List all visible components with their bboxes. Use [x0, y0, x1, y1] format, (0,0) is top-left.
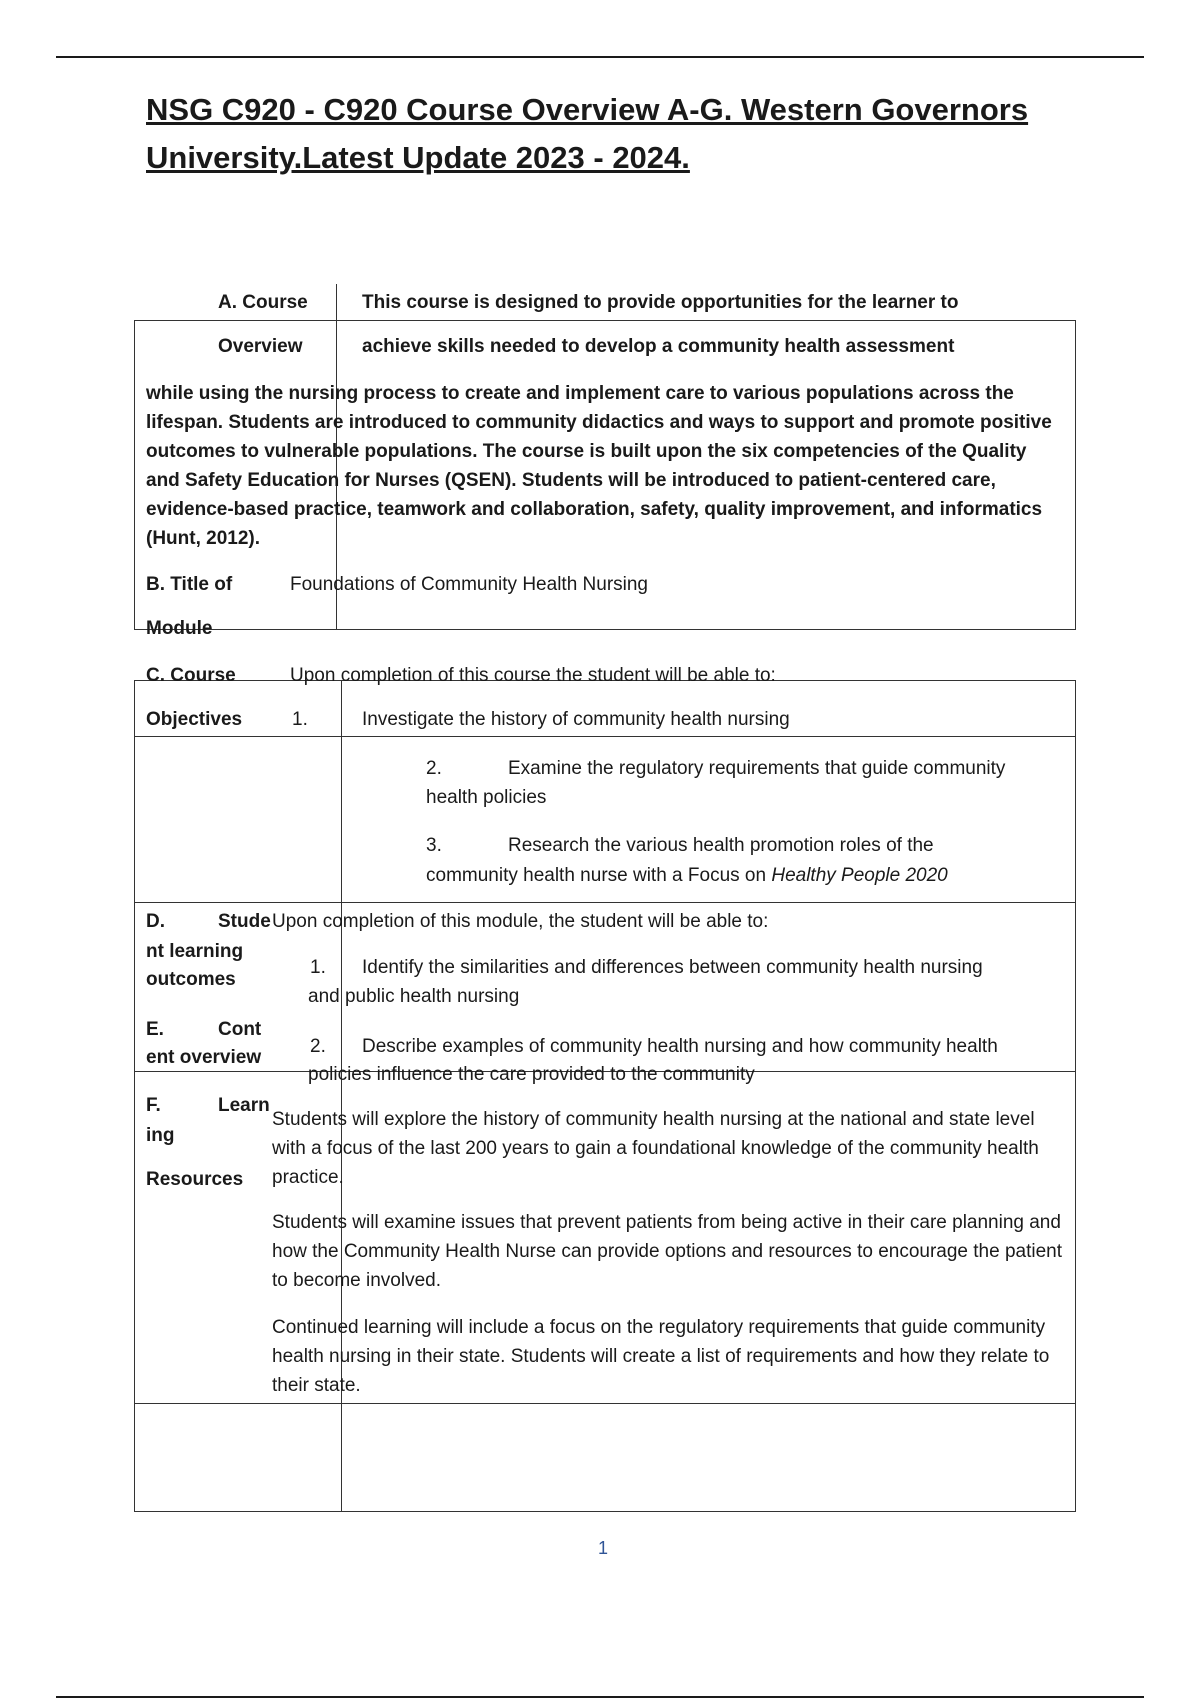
section-c-intro: Upon completion of this course the student will be able to: [290, 665, 776, 686]
page-number: 1 [598, 1538, 609, 1558]
document-title: NSG C920 - C920 Course Overview A-G. Western Governors University.Latest Update 2023 - 2024. [146, 92, 1029, 175]
section-c-label-1: C. Course [146, 665, 236, 686]
outcome-1-text-1: Identify the similarities and differences between community health nursing [362, 957, 983, 978]
section-a-text-2: achieve skills needed to develop a community health assessment [362, 336, 955, 357]
objective-1-num: 1. [292, 709, 308, 730]
section-b-label-1: B. Title of [146, 574, 233, 595]
objective-2-text-1: Examine the regulatory requirements that guide community [508, 758, 1006, 779]
section-d-label-1: Stude [218, 911, 271, 932]
section-d-label-3: outcomes [146, 969, 236, 990]
section-e-prefix: E. [146, 1019, 164, 1040]
outcome-2-num: 2. [310, 1036, 326, 1057]
section-f-label-3: Resources [146, 1169, 244, 1190]
section-a-label-1: A. Course [218, 292, 308, 313]
objective-3-num: 3. [426, 835, 442, 856]
resource-paragraph-3: Continued learning will include a focus on the regulatory requirements that guide community health nursing in their state. Students will create a list of requirements and how they relate to their state. [272, 1317, 1050, 1396]
outcome-2-text-1: Describe examples of community health nursing and how community health [362, 1036, 998, 1057]
bottom-rule [56, 1696, 1144, 1698]
section-c-label-2: Objectives [146, 709, 243, 730]
section-e-label-2: ent overview [146, 1047, 262, 1068]
section-d-prefix: D. [146, 911, 165, 932]
section-a-text-1: This course is designed to provide opportunities for the learner to [362, 292, 959, 313]
outcome-1-num: 1. [310, 957, 326, 978]
section-f-label-1: Learn [218, 1095, 270, 1116]
objective-3-text-2 [426, 861, 948, 890]
healthy-people-2020: Healthy People 2020 [771, 865, 948, 886]
objective-2-num: 2. [426, 758, 442, 779]
row-line-2 [134, 902, 1076, 903]
resource-paragraph-2: Students will examine issues that prevent patients from being active in their care planning and how the Community Health Nurse can provide options and resources to encourage the patient to become involved. [272, 1212, 1063, 1291]
section-f-label-2: ing [146, 1125, 175, 1146]
outcome-1-text-2: and public health nursing [308, 986, 520, 1007]
section-d-label-2: nt learning [146, 941, 244, 962]
row-line-4 [134, 1403, 1076, 1404]
section-d-intro: Upon completion of this module, the student will be able to: [272, 911, 769, 932]
section-a-continuation: while using the nursing process to create and implement care to various populations across the lifespan. Students are introduced to community didactics and ways to support and promote positive outcomes to vulnerable populations. The course is built upon the six competencies of the Quality and Safety Education for Nurses (QSEN). Students will be introduced to patient-centered care, evidence-based practice, teamwork and collaboration, safety, quality improvement, and informatics (Hunt, 2012). [146, 383, 1052, 549]
section-e-label-1: Cont [218, 1019, 262, 1040]
section-f-prefix: F. [146, 1095, 161, 1116]
objective-2-text-2: health policies [426, 787, 547, 808]
module-title-value: Foundations of Community Health Nursing [290, 574, 649, 595]
objective-1-text: Investigate the history of community health nursing [362, 709, 790, 730]
row-line-1 [134, 736, 1076, 737]
objective-3-text-1: Research the various health promotion roles of the [508, 835, 934, 856]
section-a-label-2: Overview [218, 336, 303, 357]
outcome-2-text-2: policies influence the care provided to the community [308, 1064, 755, 1085]
section-b-label-2: Module [146, 618, 213, 639]
resource-paragraph-1: Students will explore the history of community health nursing at the national and state level with a focus of the last 200 years to gain a foundational knowledge of the community health practice. [272, 1109, 1039, 1188]
objective-3-text-2-prefix: community health nurse with a Focus on [426, 865, 772, 886]
top-rule [56, 56, 1144, 58]
